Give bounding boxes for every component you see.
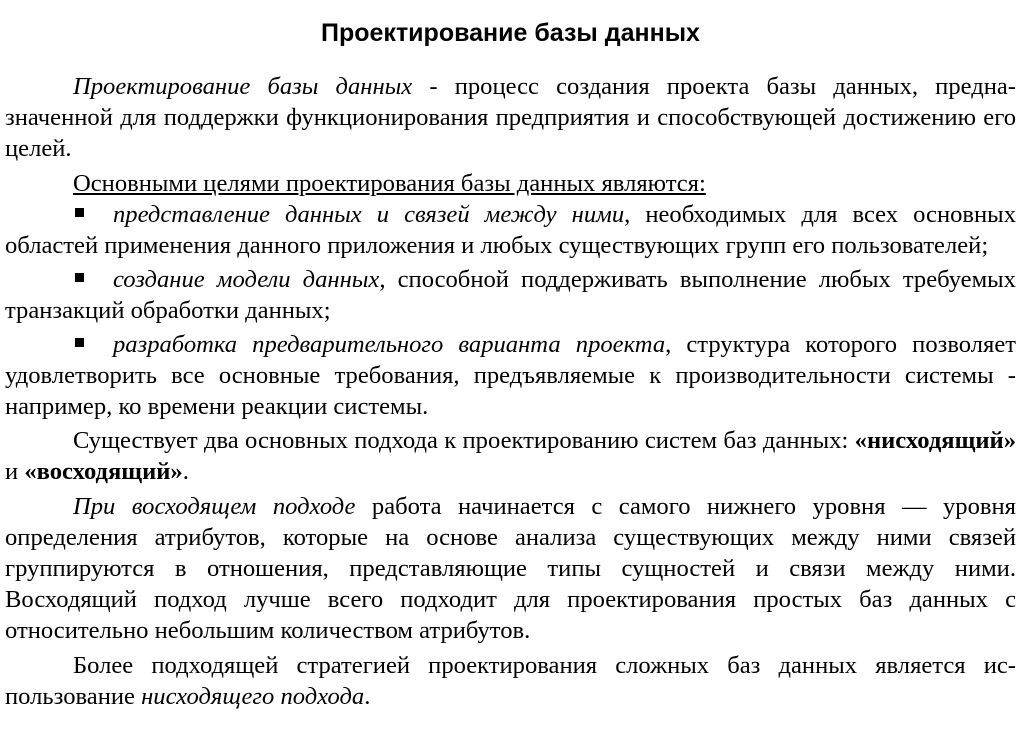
conjunction-text: и	[5, 458, 25, 485]
quote-close: »	[1003, 427, 1016, 454]
approaches-end: .	[182, 458, 189, 485]
quote-open: «	[24, 458, 37, 485]
page-title: Проектирование базы данных	[321, 19, 700, 47]
goal-text: , структура которого позволяет удовлетворить все основные требования, предъявляемые к производительности системы - например, ко времени реакции системы.	[5, 331, 1016, 420]
goals-heading	[5, 168, 1016, 199]
definition-text: - процесс создания проекта базы данных, предназначенной для поддержки функционирования предприятия и способствующей достижению его целей.	[5, 73, 1016, 162]
top-down-text: Более подходящей стратегией проектирования сложных баз данных является использование	[5, 652, 1016, 710]
goals-heading-text: Основными целями проектирования базы данных являются:	[73, 170, 706, 197]
goal-item	[5, 264, 1016, 326]
square-bullet-icon	[75, 273, 84, 282]
goal-text: , способной поддерживать выполнение любых требуемых транзакций обработки данных;	[5, 266, 1016, 324]
top-down-term: нисходящий	[866, 427, 1004, 454]
goal-term: разработка предварительного варианта проекта	[113, 331, 666, 358]
bottom-up-term: восходящий	[36, 458, 171, 485]
bottom-up-text: работа начинается с самого нижнего уровня — уровня определения атрибутов, которые на основе анализа существующих между ними связей группируются в отношения, представляющие типы сущностей и связи между ними. Восходящий подход лучше всего подходит для проектирования простых баз данных с относительно небольшим количеством атрибутов.	[5, 493, 1016, 644]
bottom-up-paragraph	[5, 491, 1016, 646]
definition-paragraph	[5, 71, 1016, 164]
top-down-approach-term: нисходящего подхода	[141, 683, 365, 710]
square-bullet-icon	[75, 338, 84, 347]
definition-term: Проектирование базы данных	[73, 73, 413, 100]
approaches-paragraph	[5, 425, 1016, 487]
top-down-paragraph	[5, 650, 1016, 712]
top-down-end: .	[364, 683, 371, 710]
quote-close: »	[170, 458, 183, 485]
approaches-text: Существует два основных подхода к проектированию систем баз данных:	[73, 427, 855, 454]
goal-term: создание модели данных	[113, 266, 380, 293]
document-page	[5, 14, 1016, 716]
goal-item	[5, 329, 1016, 422]
bottom-up-heading-term: При восходящем подходе	[73, 493, 356, 520]
quote-open: «	[854, 427, 867, 454]
goal-item	[5, 199, 1016, 261]
goal-term: представление данных и связей между ними	[113, 201, 625, 228]
square-bullet-icon	[75, 208, 84, 217]
goal-text: , необходимых для всех основных областей применения данного приложения и любых существующих групп его пользователей;	[5, 201, 1017, 259]
